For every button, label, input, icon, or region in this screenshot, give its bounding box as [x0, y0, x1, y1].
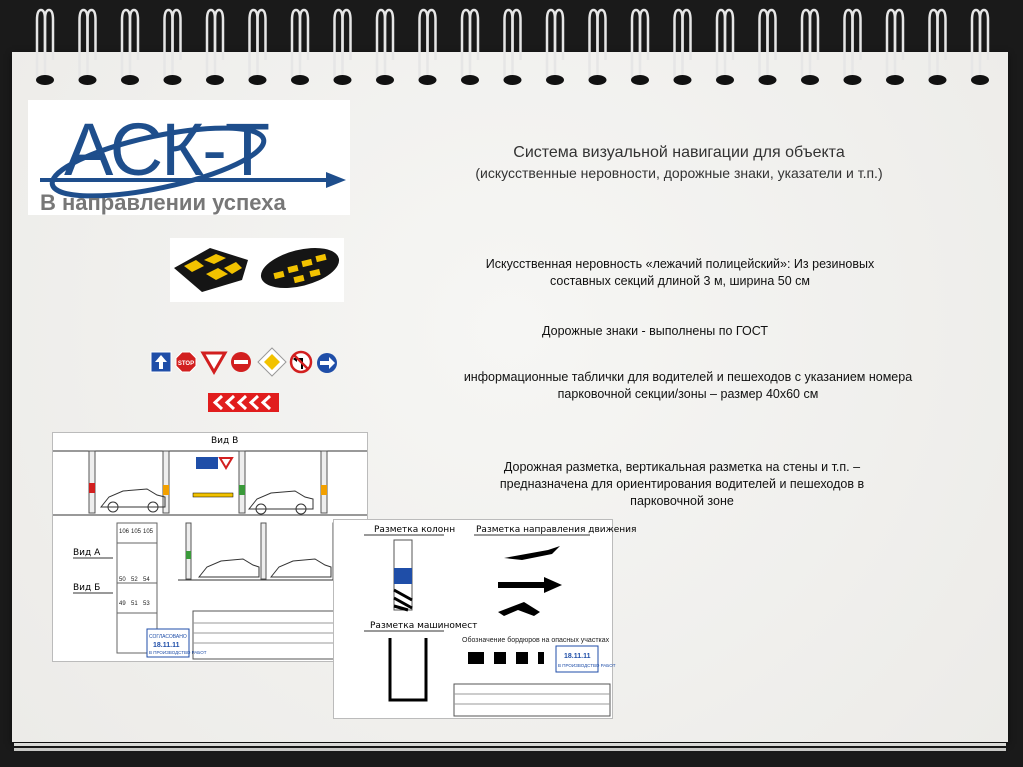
binding-hole — [291, 75, 309, 85]
binding-hole — [334, 75, 352, 85]
spiral-ring — [895, 10, 903, 80]
view-b-title: Вид В — [211, 436, 239, 446]
spiral-ring — [980, 10, 988, 80]
no-entry-sign-icon — [231, 352, 251, 372]
curbs-marking-title: Обозначение бордюров на опасных участках — [462, 637, 610, 644]
info-plates-description: информационные таблички для водителей и пешеходов с указанием номера парковочной секции/зоны – размер 40х60 см — [463, 370, 913, 401]
binding-hole — [971, 75, 989, 85]
yield-sign-icon — [203, 353, 225, 372]
columns-marking-title: Разметка колонн — [374, 525, 456, 535]
binding-hole — [419, 75, 437, 85]
spiral-ring — [45, 10, 53, 80]
spiral-ring — [640, 10, 648, 80]
spiral-ring — [343, 10, 351, 80]
binding-hole — [79, 75, 97, 85]
road-signs-row — [150, 345, 342, 379]
parking-marking-title: Разметка машиномест — [370, 621, 478, 631]
spiral-ring — [470, 10, 478, 80]
binding-hole — [716, 75, 734, 85]
spiral-ring — [853, 10, 861, 80]
binding-hole — [801, 75, 819, 85]
page-edge — [14, 743, 1006, 746]
chevron-sign — [208, 393, 279, 412]
speed-bump-photo — [170, 238, 344, 302]
no-left-turn-sign-icon — [291, 352, 311, 372]
binding-hole — [376, 75, 394, 85]
binding-hole — [631, 75, 649, 85]
binding-hole — [759, 75, 777, 85]
road-marking-description: Дорожная разметка, вертикальная разметка на стены и т.п. – предназначена для ориентирования водителей и пешеходов в парковочной зоне — [499, 460, 865, 508]
binding-hole — [504, 75, 522, 85]
svg-text:105: 105 — [143, 529, 154, 535]
spiral-ring — [258, 10, 266, 80]
binding-hole — [844, 75, 862, 85]
binding-hole — [674, 75, 692, 85]
svg-text:18.11.11: 18.11.11 — [153, 642, 180, 649]
svg-text:В направлении успеха: В направлении успеха — [40, 190, 286, 215]
spiral-ring — [555, 10, 563, 80]
spiral-ring — [88, 10, 96, 80]
company-logo — [28, 100, 350, 215]
svg-text:52: 52 — [131, 577, 138, 583]
logo-graphic — [28, 100, 350, 215]
spiral-ring — [300, 10, 308, 80]
svg-text:18.11.11: 18.11.11 — [564, 653, 591, 660]
priority-road-sign-icon — [258, 348, 286, 376]
binding-hole — [589, 75, 607, 85]
binding-hole — [929, 75, 947, 85]
svg-text:В ПРОИЗВОДСТВО РАБОТ: В ПРОИЗВОДСТВО РАБОТ — [149, 650, 207, 655]
spiral-ring — [173, 10, 181, 80]
spiral-ring — [598, 10, 606, 80]
approval-stamp: СОГЛАСОВАНО — [149, 634, 187, 640]
svg-text:106: 106 — [119, 529, 130, 535]
spiral-ring — [130, 10, 138, 80]
binding-hole — [886, 75, 904, 85]
binding-hole — [249, 75, 267, 85]
binding-hole — [121, 75, 139, 85]
svg-text:В ПРОИЗВОДСТВО РАБОТ: В ПРОИЗВОДСТВО РАБОТ — [558, 663, 616, 668]
svg-text:STOP: STOP — [177, 361, 195, 367]
one-way-sign-icon — [151, 352, 171, 372]
spiral-ring — [428, 10, 436, 80]
page-subtitle: (искусственные неровности, дорожные знаки, указатели и т.п.) — [475, 165, 883, 181]
road-signs-description: Дорожные знаки - выполнены по ГОСТ — [542, 324, 768, 338]
svg-text:54: 54 — [143, 577, 150, 583]
view-b-label: Вид Б — [73, 583, 101, 593]
svg-text:49: 49 — [119, 601, 126, 607]
parking-drawing-left — [52, 432, 368, 662]
spiral-ring — [768, 10, 776, 80]
spiral-ring — [385, 10, 393, 80]
svg-text:105: 105 — [131, 529, 142, 535]
svg-text:АСК-Т: АСК-Т — [64, 108, 269, 191]
binding-hole — [461, 75, 479, 85]
speed-bump-description: Искусственная неровность «лежачий полицейский»: Из резиновых составных секций длиной 3 м, ширина 50 см — [485, 257, 875, 288]
directions-marking-title: Разметка направления движения — [476, 525, 637, 535]
binding-hole — [206, 75, 224, 85]
svg-text:51: 51 — [131, 601, 138, 607]
binding-hole — [546, 75, 564, 85]
svg-text:50: 50 — [119, 577, 126, 583]
spiral-ring — [938, 10, 946, 80]
marking-drawing-right — [333, 519, 637, 719]
binding-hole — [36, 75, 54, 85]
spiral-ring — [683, 10, 691, 80]
spiral-ring — [725, 10, 733, 80]
spiral-binding — [0, 0, 1023, 95]
stop-sign-icon — [176, 352, 196, 372]
spiral-ring — [513, 10, 521, 80]
page-edge — [14, 748, 1006, 751]
page-title: Система визуальной навигации для объекта — [513, 144, 845, 161]
right-direction-sign-icon — [317, 353, 337, 373]
spiral-ring — [810, 10, 818, 80]
view-a-label: Вид А — [73, 548, 101, 558]
svg-text:53: 53 — [143, 601, 150, 607]
spiral-ring — [215, 10, 223, 80]
binding-hole — [164, 75, 182, 85]
